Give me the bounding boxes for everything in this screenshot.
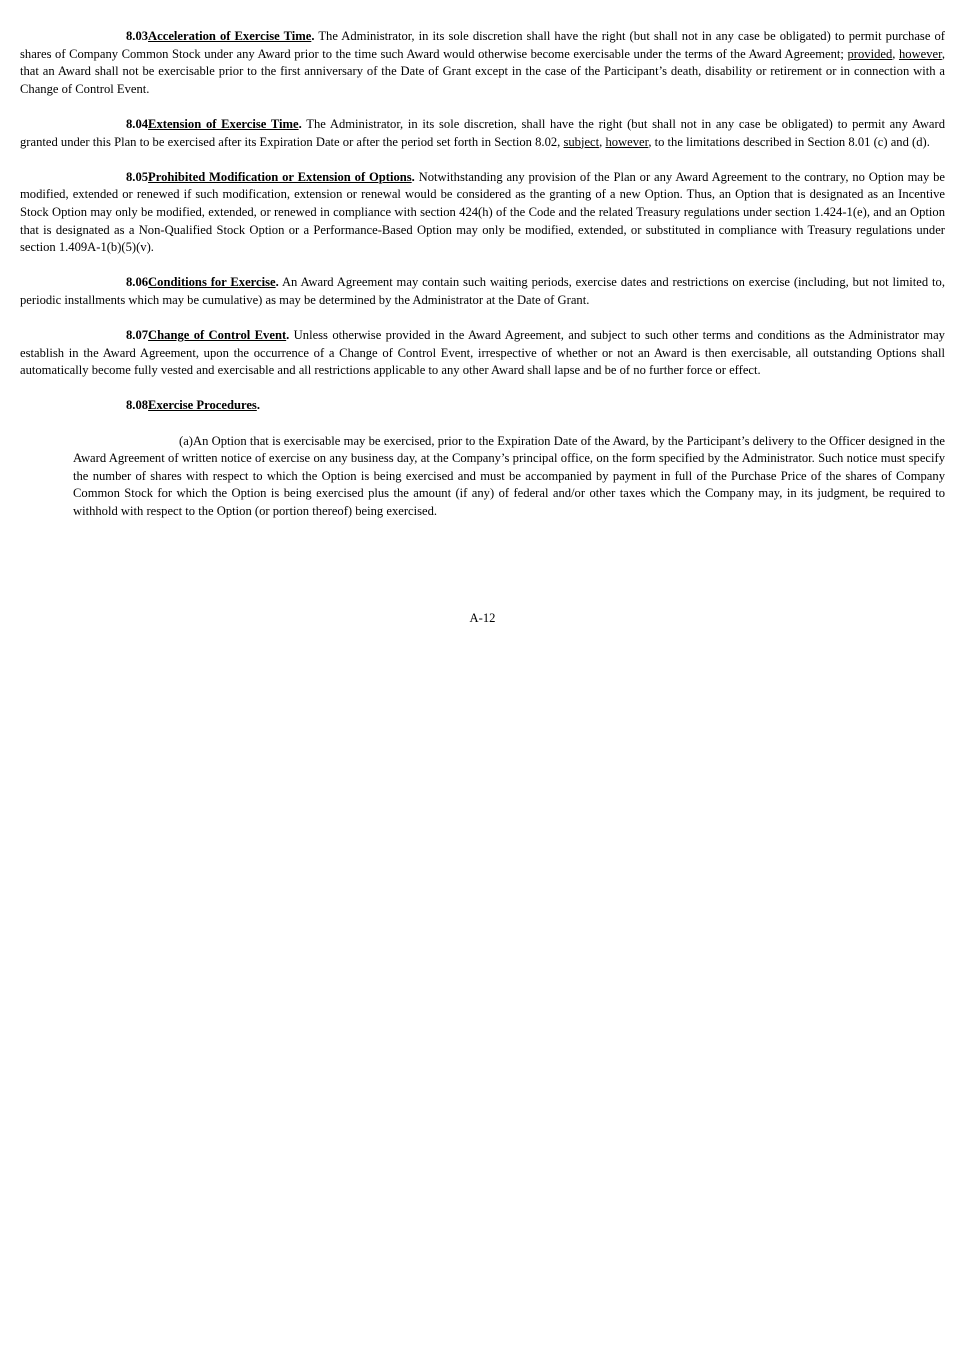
section-number: 8.04: [126, 116, 149, 131]
section-text: Unless otherwise provided in the Award Agreement, and subject to such other terms and conditions as the Administrator may establish in the Award Agreement, upon the occurrence of a Change of Control Event, irrespective of whether or not an Award is then exercisable, all outstanding Options shall automatically become fully vested and exercisable and all restrictions applicable to any other Award shall lapse and be of no further force or effect.: [20, 328, 945, 378]
section-number: 8.07: [126, 328, 149, 343]
section-8-04: 8.04Extension of Exercise Time. The Administrator, in its sole discretion, shall have the right (but shall not in any case be obligated) to permit any Award granted under this Plan to be exercised after its Expiration Date or after the period set forth in Section 8.02, subject, however, to the limitations described in Section 8.01 (c) and (d).: [20, 116, 945, 149]
section-8-06: 8.06Conditions for Exercise. An Award Agreement may contain such waiting periods, exercise dates and restrictions on exercise (including, but not limited to, periodic installments which may be cumulative) as may be determined by the Administrator at the Date of Grant.: [20, 275, 945, 307]
section-8-08-a: [73, 433, 945, 521]
section-heading: Acceleration of Exercise Time: [148, 29, 312, 43]
subsection-label: (a): [179, 433, 193, 448]
underlined-term: however: [898, 46, 942, 61]
underlined-term: provided: [847, 46, 893, 61]
section-text: , to the limitations described in Section 8.01 (c) and (d).: [648, 134, 930, 149]
section-heading: Conditions for Exercise: [148, 275, 276, 290]
page-number: A-12: [469, 611, 496, 625]
underlined-term: subject: [563, 134, 600, 149]
section-number: 8.05: [126, 169, 149, 184]
underlined-term: however: [605, 134, 649, 149]
section-number: 8.03: [126, 29, 149, 43]
section-8-05: 8.05Prohibited Modification or Extension of Options. Notwithstanding any provision of the Plan or any Award Agreement to the contrary, no Option may be modified, extended or renewed if such modification, extension or renewal would be considered as the granting of a new Option. Thus, an Option that is designated as an Incentive Stock Option may only be modified, extended, or renewed in compliance with section 424(h) of the Code and the related Treasury regulations under section 1.424-1(e), and an Option that is designated as a Non-Qualified Stock Option or a Performance-Based Option may only be modified, extended, or substituted in compliance with Treasury regulations under section 1.409A-1(b)(5)(v).: [20, 169, 945, 255]
section-8-08: 8.08Exercise Procedures.: [20, 397, 945, 415]
section-text: , that an Award shall not be exercisable prior to the first anniversary of the Date of Grant except in the case of the Participant’s death, disability or retirement or in connection with a Change of Control Event.: [20, 46, 945, 96]
section-text: Notwithstanding any provision of the Plan or any Award Agreement to the contrary, no Option may be modified, extended or renewed if such modification, extension or renewal would be considered as the granting of a new Option. Thus, an Option that is designated as an Incentive Stock Option may only be modified, extended, or renewed in compliance with section 424(h) of the Code and the related Treasury regulations under section 1.424-1(e), and an Option that is designated as a Non-Qualified Stock Option or a Performance-Based Option may only be modified, extended, or substituted in compliance with Treasury regulations under section 1.409A-1(b)(5)(v).: [20, 169, 945, 255]
section-text: An Award Agreement may contain such waiting periods, exercise dates and restrictions on exercise (including, but not limited to, periodic installments which may be cumulative) as may be determined by the Administrator at the Date of Grant.: [20, 275, 945, 307]
section-number: 8.08: [126, 398, 149, 413]
section-heading: Change of Control Event: [148, 328, 287, 343]
section-text: The Administrator, in its sole discretion, shall have the right (but shall not in any case be obligated) to permit any Award granted under this Plan to be exercised after its Expiration Date or after the period set forth in Section 8.02,: [20, 116, 945, 149]
section-8-03: 8.03Acceleration of Exercise Time. The Administrator, in its sole discretion shall have the right (but shall not in any case be obligated) to permit purchase of shares of Company Common Stock under any Award prior to the time such Award would otherwise become exercisable under the terms of the Award Agreement; provided, however, that an Award shall not be exercisable prior to the first anniversary of the Date of Grant except in the case of the Participant’s death, disability or retirement or in connection with a Change of Control Event.: [20, 29, 945, 96]
section-text: The Administrator, in its sole discretion shall have the right (but shall not in any case be obligated) to permit purchase of shares of Company Common Stock under any Award prior to the time such Award would otherwise become exercisable under the terms of the Award Agreement;: [20, 29, 945, 61]
section-8-07: 8.07Change of Control Event. Unless otherwise provided in the Award Agreement, and subject to such other terms and conditions as the Administrator may establish in the Award Agreement, upon the occurrence of a Change of Control Event, irrespective of whether or not an Award is then exercisable, all outstanding Options shall automatically become fully vested and exercisable and all restrictions applicable to any other Award shall lapse and be of no further force or effect.: [20, 328, 945, 378]
document-page: [20, 28, 945, 521]
section-heading: Exercise Procedures: [148, 398, 257, 413]
section-heading: Extension of Exercise Time: [148, 116, 299, 131]
section-number: 8.06: [126, 275, 149, 290]
section-heading: Prohibited Modification or Extension of Options: [148, 169, 412, 184]
subsection-text: An Option that is exercisable may be exercised, prior to the Expiration Date of the Award, by the Participant’s delivery to the Officer designed in the Award Agreement of written notice of exercise on any business day, at the Company’s principal office, on the form specified by the Administrator. Such notice must specify the number of shares with respect to which the Option is being exercised and must be accompanied by payment in full of the Purchase Price of the shares of Company Common Stock for which the Option is being exercised plus the amount (if any) of federal and/or other taxes which the Company may, in its judgment, be required to withhold with respect to the Option (or portion thereof) being exercised.: [73, 433, 945, 519]
